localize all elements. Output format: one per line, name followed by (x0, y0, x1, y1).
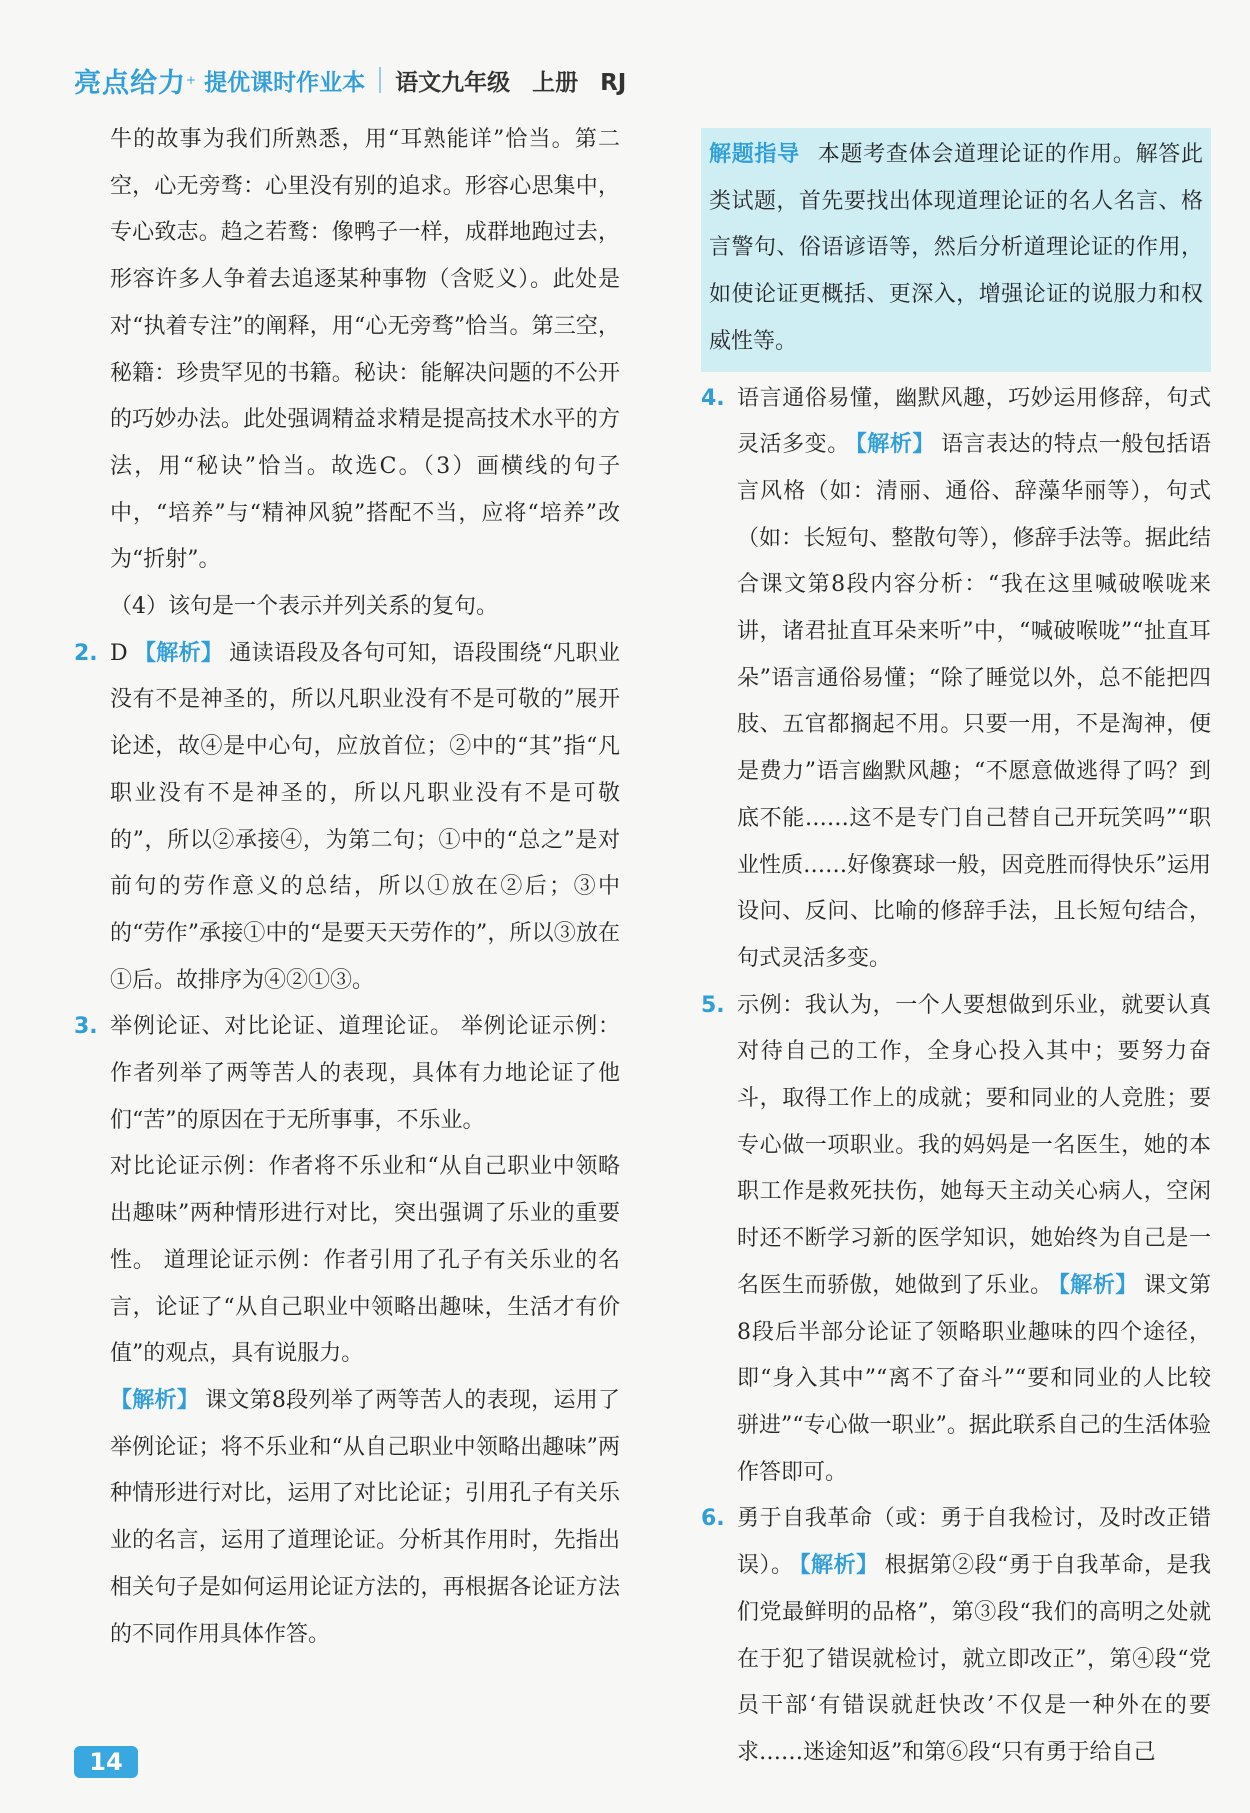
question-5 (701, 983, 1211, 1497)
solving-guide-box (701, 128, 1211, 372)
book-grade: 语文九年级 上册 RJ (395, 69, 627, 96)
question-6 (701, 1496, 1211, 1776)
page-header (74, 60, 626, 100)
question-4 (701, 376, 1211, 983)
question-number: 3. (74, 1014, 98, 1040)
right-column (701, 117, 1211, 1777)
answer-text: 语言通俗易懂，幽默风趣，巧妙运用修辞，句式灵活多变。 (737, 385, 1211, 458)
analysis-tag: 【解析】 (1058, 1272, 1138, 1298)
answer-text: 举例论证、对比论证、道理论证。 举例论证示例：作者列举了两等苦人的表现，具体有力地论证了他们“苦”的原因在于无所事事，不乐业。 (110, 1014, 620, 1133)
continued-answer-4: （4）该句是一个表示并列关系的复句。 (110, 594, 498, 620)
question-number: 5. (701, 992, 725, 1018)
continued-answer: 牛的故事为我们所熟悉，用“耳熟能详”恰当。第二空，心无旁骛：心里没有别的追求。形容心思集中，专心致志。趋之若鹜：像鸭子一样，成群地跑过去，形容许多人争着去追逐某种事物（含贬义）。此处是对“执着专注”的阐释，用“心无旁骛”恰当。第三空，秘籍：珍贵罕见的书籍。秘诀：能解决问题的不公开的巧妙办法。此处强调精益求精是提高技术水平的方法，用“秘诀”恰当。故选C。（3）画横线的句子中，“培养”与“精神风貌”搭配不当，应将“培养”改为“折射”。 (110, 127, 620, 573)
answer-text: 对比论证示例：作者将不乐业和“从自己职业中领略出趣味”两种情形进行对比，突出强调了乐业的重要性。 道理论证示例：作者引用了孔子有关乐业的名言，论证了“从自己职业中领略出趣味，生活才有价值”的观点，具有说服力。 (110, 1154, 620, 1367)
page-number: 14 (74, 1746, 138, 1778)
brand-plus: + (186, 73, 197, 87)
guide-title: 解题指导 (709, 142, 800, 167)
analysis-tag: 【解析】 (799, 1553, 879, 1579)
series-title: 提优课时作业本 (204, 69, 366, 96)
analysis-text: 根据第②段“勇于自我革命，是我们党最鲜明的品格”，第③段“我们的高明之处就在于犯了错误就检讨，就立即改正”，第④段“党员干部‘有错误就赶快改’不仅是一种外在的要求……迷途知返”和第⑥段“只有勇于给自己 (737, 1553, 1211, 1765)
guide-text: 本题考查体会道理论证的作用。解答此类试题，首先要找出体现道理论证的名人名言、格言警句、俗语谚语等，然后分析道理论证的作用，如使论证更概括、更深入，增强论证的说服力和权威性等。 (709, 142, 1203, 354)
left-column (74, 117, 620, 1658)
answer-text: 示例：我认为，一个人要想做到乐业，就要认真对待自己的工作，全身心投入其中；要努力奋斗，取得工作上的成就；要和同业的人竞胜；要专心做一项职业。我的妈妈是一名医生，她的本职工作是救死扶伤，她每天主动关心病人，空闲时还不断学习新的医学知识，她始终为自己是一名医生而骄傲，她做到了乐业。 (737, 992, 1211, 1298)
analysis-tag: 【解析】 (855, 432, 935, 458)
analysis-text: 课文第8段列举了两等苦人的表现，运用了举例论证；将不乐业和“从自己职业中领略出趣味”两种情形进行对比，运用了对比论证；引用孔子有关乐业的名言，运用了道理论证。分析其作用时，先指出相关句子是如何运用论证方法的，再根据各论证方法的不同作用具体作答。 (110, 1387, 620, 1647)
answer-text: D (110, 640, 128, 666)
question-3 (74, 1004, 620, 1658)
question-2 (74, 631, 620, 1005)
question-number: 4. (701, 385, 725, 411)
analysis-tag: 【解析】 (133, 640, 224, 666)
question-number: 2. (74, 640, 98, 666)
header-divider (379, 67, 381, 93)
answer-text: 勇于自我革命（或：勇于自我检讨，及时改正错误）。 (737, 1506, 1211, 1579)
analysis-tag: 【解析】 (110, 1387, 200, 1413)
analysis-text: 课文第8段后半部分论证了领略职业趣味的四个途径，即“身入其中”“离不了奋斗”“要和同业的人比较骈进”“专心做一职业”。据此联系自己的生活体验作答即可。 (737, 1272, 1211, 1485)
analysis-text: 通读语段及各句可知，语段围绕“凡职业没有不是神圣的，所以凡职业没有不是可敬的”展开论述，故④是中心句，应放首位；②中的“其”指“凡职业没有不是神圣的，所以凡职业没有不是可敬的”，所以②承接④，为第二句；①中的“总之”是对前句的劳作意义的总结，所以①放在②后；③中的“劳作”承接①中的“是要天天劳作的”，所以③放在①后。故排序为④②①③。 (110, 640, 620, 993)
question-number: 6. (701, 1506, 725, 1532)
analysis-text: 语言表达的特点一般包括语言风格（如：清丽、通俗、辞藻华丽等），句式（如：长短句、整散句等），修辞手法等。据此结合课文第8段内容分析：“我在这里喊破喉咙来讲，诸君扯直耳朵来听”中，“喊破喉咙”“扯直耳朵”语言通俗易懂；“除了睡觉以外，总不能把四肢、五官都搁起不用。只要一用，不是淘神，便是费力”语言幽默风趣；“不愿意做逃得了吗？到底不能……这不是专门自己替自己开玩笑吗”“职业性质……好像赛球一般，因竞胜而得快乐”运用设问、反问、比喻的修辞手法，且长短句结合，句式灵活多变。 (737, 432, 1211, 971)
brand-logo: 亮点给力 (74, 67, 186, 99)
